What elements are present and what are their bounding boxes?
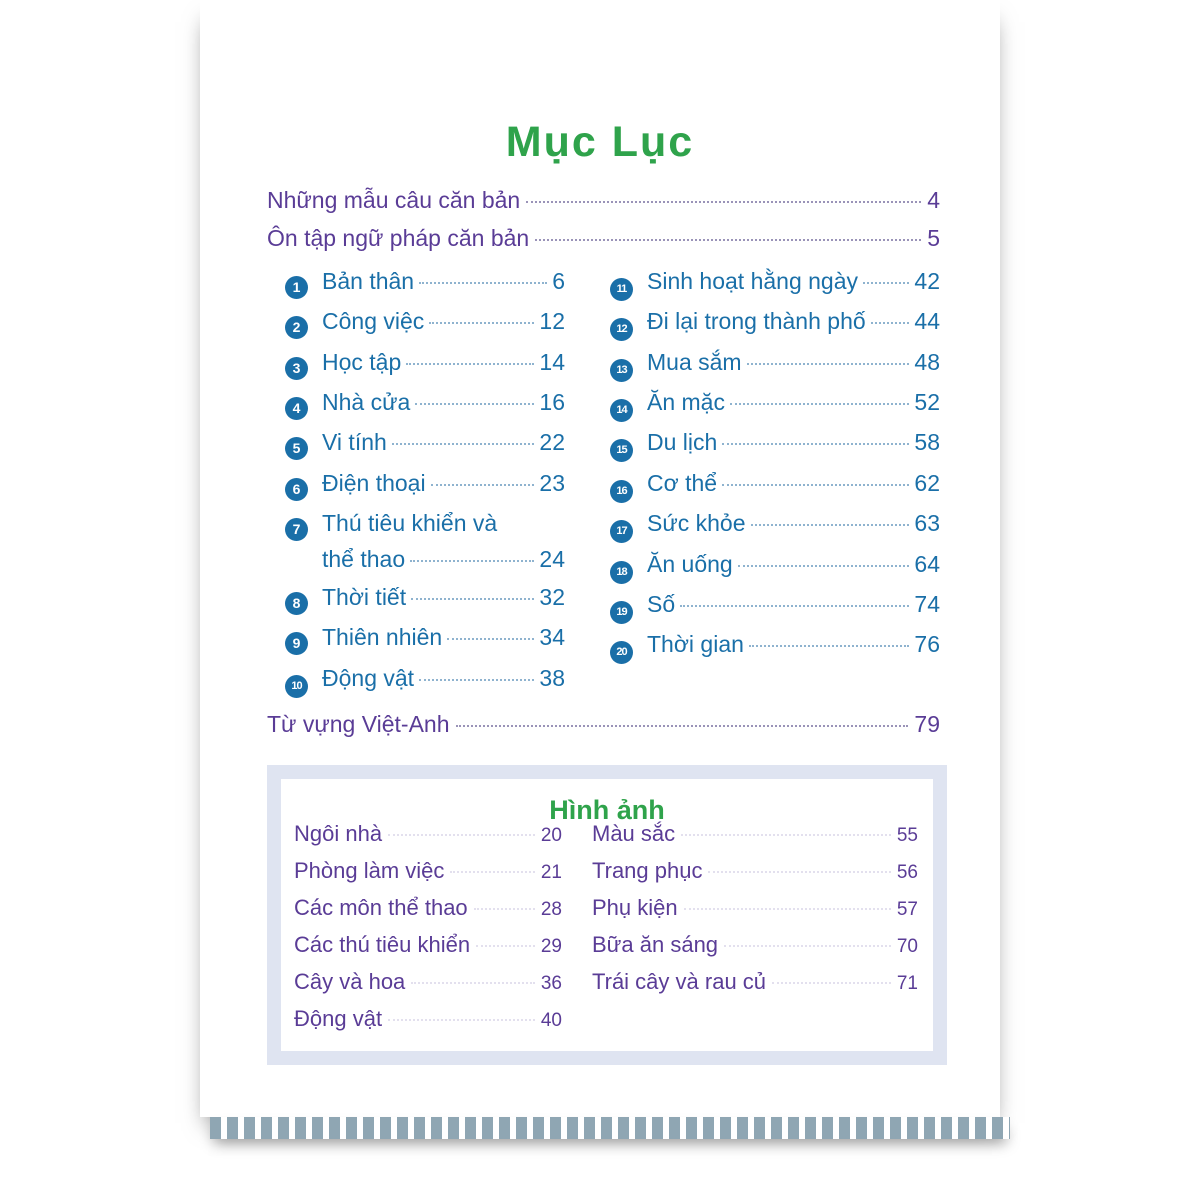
chapter-label: Thú tiêu khiển và: [322, 510, 498, 536]
chapter-label: Ăn mặc: [647, 389, 725, 415]
dot-leader: [419, 282, 547, 284]
picture-page: 55: [896, 825, 918, 846]
chapter-page: 23: [539, 470, 565, 496]
picture-entry[interactable]: [592, 932, 918, 958]
toc-entry[interactable]: [267, 225, 940, 252]
chapter-number-badge: 11: [610, 278, 633, 301]
dot-leader: [863, 282, 909, 284]
picture-entry[interactable]: [592, 821, 918, 847]
dot-leader: [722, 443, 909, 445]
dot-leader: [411, 982, 535, 984]
dot-leader: [392, 443, 535, 445]
toc-entry-label: Ôn tập ngữ pháp căn bản: [267, 225, 530, 251]
dot-leader: [535, 239, 921, 241]
dot-leader: [772, 982, 891, 984]
picture-page: 28: [540, 899, 562, 920]
dot-leader: [431, 484, 535, 486]
chapter-entry[interactable]: [610, 631, 940, 661]
chapter-entry[interactable]: [285, 470, 565, 498]
chapter-label: Mua sắm: [647, 349, 742, 375]
picture-entry[interactable]: [294, 858, 562, 884]
dot-leader: [388, 834, 535, 836]
chapter-label: Vi tính: [322, 429, 387, 455]
picture-entry[interactable]: [592, 895, 918, 921]
chapter-number-badge: 19: [610, 601, 633, 624]
picture-label: Phụ kiện: [592, 895, 678, 920]
dot-leader: [526, 201, 921, 203]
chapter-number-badge: 3: [285, 357, 308, 380]
chapter-number-badge: 17: [610, 520, 633, 543]
picture-label: Trang phục: [592, 858, 703, 883]
dot-leader: [415, 403, 534, 405]
chapter-page: 58: [914, 429, 940, 455]
chapter-label: Số: [647, 591, 676, 617]
picture-label: Động vật: [294, 1006, 383, 1031]
picture-label: Cây và hoa: [294, 969, 406, 994]
dot-leader: [410, 560, 534, 562]
chapter-label: Sinh hoạt hằng ngày: [647, 268, 859, 294]
picture-entry[interactable]: [294, 821, 562, 847]
toc-entry[interactable]: [267, 711, 940, 738]
chapter-page: 62: [914, 470, 940, 496]
dot-leader: [749, 645, 909, 647]
chapter-entry[interactable]: [285, 349, 565, 377]
chapter-page: 16: [539, 389, 565, 415]
dot-leader: [747, 363, 910, 365]
picture-page: 40: [540, 1010, 562, 1031]
chapter-entry[interactable]: [285, 510, 565, 573]
picture-label: Bữa ăn sáng: [592, 932, 719, 957]
chapter-entry[interactable]: [610, 510, 940, 540]
toc-entry-label: Từ vựng Việt-Anh: [267, 711, 450, 737]
chapter-label: Cơ thể: [647, 470, 718, 496]
chapter-page: 22: [539, 429, 565, 455]
dot-leader: [456, 725, 909, 727]
dot-leader: [751, 524, 910, 526]
toc-entry-page: 79: [914, 711, 940, 737]
chapter-number-badge: 14: [610, 399, 633, 422]
toc-entry-label: Những mẫu câu căn bản: [267, 187, 521, 213]
chapter-entry[interactable]: [610, 551, 940, 581]
chapter-page: 12: [539, 308, 565, 334]
toc-entry[interactable]: [267, 187, 940, 214]
picture-label: Phòng làm việc: [294, 858, 445, 883]
chapter-number-badge: 9: [285, 632, 308, 655]
chapter-page: 52: [914, 389, 940, 415]
dot-leader: [406, 363, 534, 365]
picture-page: 20: [540, 825, 562, 846]
chapter-number-badge: 10: [285, 675, 308, 698]
picture-label: Ngôi nhà: [294, 821, 383, 846]
chapter-page: 38: [539, 665, 565, 691]
dot-leader: [730, 403, 909, 405]
picture-entry[interactable]: [294, 1006, 562, 1032]
chapter-label-continued: thể thao: [322, 545, 406, 572]
picture-page: 57: [896, 899, 918, 920]
dot-leader: [411, 598, 534, 600]
dot-leader: [738, 565, 910, 567]
chapter-label: Động vật: [322, 665, 415, 691]
picture-page: 36: [540, 973, 562, 994]
chapter-label: Học tập: [322, 349, 402, 375]
chapter-number-badge: 6: [285, 478, 308, 501]
chapter-number-badge: 12: [610, 318, 633, 341]
chapter-page: 48: [914, 349, 940, 375]
chapter-entry[interactable]: [285, 429, 565, 457]
chapter-label: Ăn uống: [647, 551, 733, 577]
dot-leader: [388, 1019, 535, 1021]
picture-page: 56: [896, 862, 918, 883]
chapter-label: Thời gian: [647, 631, 744, 657]
chapter-entry[interactable]: [610, 470, 940, 500]
picture-entry[interactable]: [294, 932, 562, 958]
chapter-label: Du lịch: [647, 429, 718, 455]
picture-label: Màu sắc: [592, 821, 676, 846]
chapter-number-badge: 5: [285, 437, 308, 460]
chapter-label: Bản thân: [322, 268, 415, 294]
chapter-number-badge: 20: [610, 641, 633, 664]
chapter-page: 24: [539, 545, 565, 572]
dot-leader: [708, 871, 890, 873]
dot-leader: [419, 679, 534, 681]
chapter-entry[interactable]: [285, 624, 565, 652]
chapter-page: 32: [539, 584, 565, 610]
chapter-number-badge: 2: [285, 316, 308, 339]
chapter-entry[interactable]: [610, 429, 940, 459]
chapter-page: 34: [539, 624, 565, 650]
chapter-label: Sức khỏe: [647, 510, 746, 536]
dot-leader: [476, 945, 535, 947]
chapter-entry[interactable]: [285, 389, 565, 417]
chapter-page: 76: [914, 631, 940, 657]
picture-page: 21: [540, 862, 562, 883]
chapter-page: 14: [539, 349, 565, 375]
dot-leader: [684, 908, 891, 910]
chapter-label: Thời tiết: [322, 584, 407, 610]
chapter-label: Thiên nhiên: [322, 624, 443, 650]
dot-leader: [724, 945, 891, 947]
chapter-number-badge: 16: [610, 480, 633, 503]
chapter-entry[interactable]: [610, 268, 940, 298]
picture-page: 71: [896, 973, 918, 994]
chapter-label: Đi lại trong thành phố: [647, 308, 866, 334]
toc-entry-page: 5: [927, 225, 940, 251]
chapter-page: 64: [914, 551, 940, 577]
dot-leader: [450, 871, 534, 873]
picture-page: 29: [540, 936, 562, 957]
chapter-entry[interactable]: [285, 584, 565, 612]
picture-entry[interactable]: [592, 858, 918, 884]
picture-label: Trái cây và rau củ: [592, 969, 767, 994]
page-title: Mục Lục: [505, 118, 695, 166]
picture-entry[interactable]: [294, 895, 562, 921]
chapter-entry[interactable]: [610, 308, 940, 338]
picture-page: 70: [896, 936, 918, 957]
spiral-binding: [210, 1117, 1010, 1139]
chapter-number-badge: 8: [285, 592, 308, 615]
picture-entry[interactable]: [592, 969, 918, 995]
dot-leader: [447, 638, 534, 640]
dot-leader: [871, 322, 910, 324]
chapter-number-badge: 4: [285, 397, 308, 420]
dot-leader: [429, 322, 534, 324]
chapter-page: 74: [914, 591, 940, 617]
dot-leader: [722, 484, 909, 486]
chapter-page: 63: [914, 510, 940, 536]
chapter-entry[interactable]: [285, 308, 565, 336]
chapter-page: 6: [552, 268, 565, 294]
chapter-number-badge: 1: [285, 276, 308, 299]
chapter-entry[interactable]: [610, 389, 940, 419]
chapter-label: Nhà cửa: [322, 389, 411, 415]
chapter-page: 42: [914, 268, 940, 294]
dot-leader: [474, 908, 535, 910]
picture-label: Các môn thể thao: [294, 895, 468, 920]
picture-label: Các thú tiêu khiển: [294, 932, 471, 957]
chapter-entry[interactable]: [610, 591, 940, 621]
toc-entry-page: 4: [927, 187, 940, 213]
picture-entry[interactable]: [294, 969, 562, 995]
chapter-label: Công việc: [322, 308, 425, 334]
chapter-entry[interactable]: [285, 665, 565, 695]
dot-leader: [681, 834, 891, 836]
chapter-number-badge: 13: [610, 359, 633, 382]
chapter-label: Điện thoại: [322, 470, 426, 496]
chapter-entry[interactable]: [285, 268, 565, 296]
pictures-title: Hình ảnh: [549, 795, 665, 825]
chapter-number-badge: 18: [610, 561, 633, 584]
chapter-number-badge: 7: [285, 518, 308, 541]
chapter-number-badge: 15: [610, 439, 633, 462]
chapter-entry[interactable]: [610, 349, 940, 379]
chapter-page: 44: [914, 308, 940, 334]
dot-leader: [680, 605, 909, 607]
